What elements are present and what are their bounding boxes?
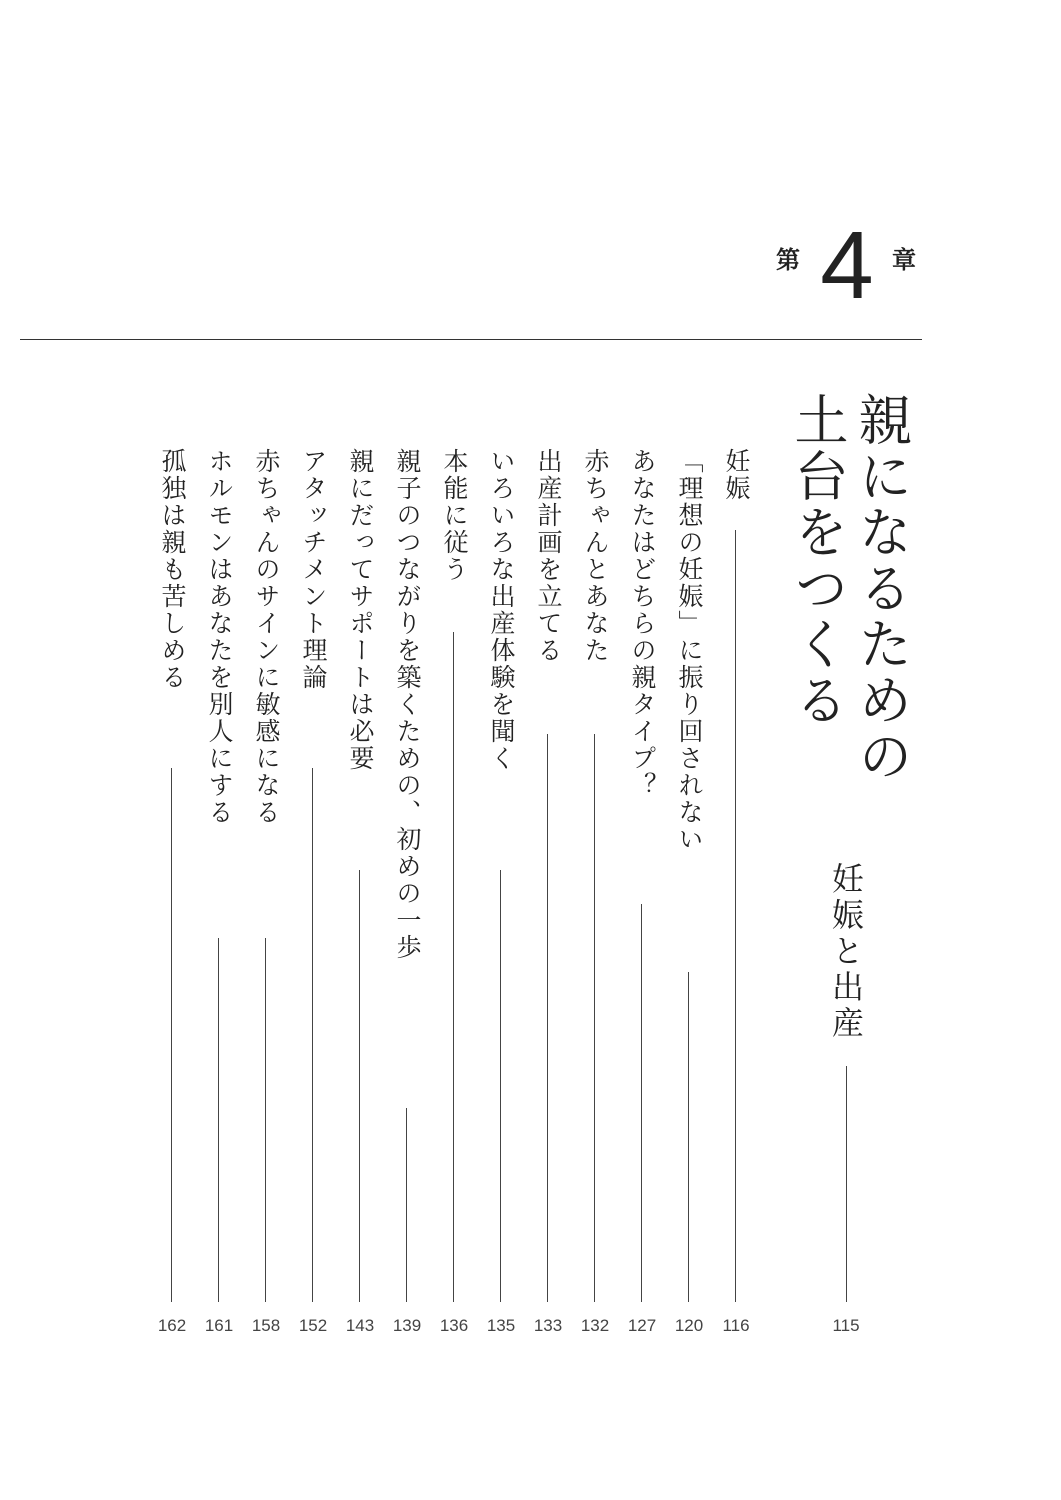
header-divider [20, 339, 922, 340]
toc-leader-line [594, 734, 595, 1302]
toc-page-number: 152 [298, 1316, 328, 1335]
toc-page-number: 136 [439, 1316, 469, 1335]
toc-leader-line [500, 870, 501, 1302]
toc-entry-title: 出産計画を立てる [534, 448, 563, 664]
chapter-title-line-2: 土台をつくる [786, 392, 849, 728]
toc-leader-line [453, 632, 454, 1302]
toc-entry-title: あなたはどちらの親タイプ？ [628, 448, 657, 799]
chapter-subtitle: 妊娠と出産 [827, 862, 865, 1042]
toc-entry-title: 親子のつながりを築くための、初めの一歩 [393, 448, 422, 961]
toc-entry-title: 赤ちゃんとあなた [581, 448, 610, 664]
toc-entry-title: 赤ちゃんのサインに敏感になる [252, 448, 281, 826]
toc-page-number: 127 [627, 1316, 657, 1335]
toc-entry-title: 親にだってサポートは必要 [346, 448, 375, 772]
toc-leader-line [547, 734, 548, 1302]
toc-entry-title: アタッチメント理論 [299, 448, 328, 691]
toc-page-number: 135 [486, 1316, 516, 1335]
toc-leader-line [171, 768, 172, 1302]
toc-page-number: 139 [392, 1316, 422, 1335]
toc-page-number: 158 [251, 1316, 281, 1335]
toc-entry-title: いろいろな出産体験を聞く [487, 448, 516, 772]
toc-leader-line [641, 904, 642, 1302]
toc-leader-line [265, 938, 266, 1302]
subtitle-page-number: 115 [832, 1316, 860, 1335]
toc-leader-line [359, 870, 360, 1302]
toc-leader-line [312, 768, 313, 1302]
toc-page-number: 132 [580, 1316, 610, 1335]
toc-entry-title: 孤独は親も苦しめる [158, 448, 187, 691]
subtitle-leader-line [846, 1066, 847, 1302]
toc-entry-title: 妊娠 [722, 448, 751, 502]
chapter-prefix: 第 [776, 246, 800, 274]
toc-leader-line [735, 530, 736, 1302]
toc-page-number: 143 [345, 1316, 375, 1335]
toc-page-number: 133 [533, 1316, 563, 1335]
toc-leader-line [406, 1108, 407, 1302]
toc-entry-title: ホルモンはあなたを別人にする [205, 448, 234, 826]
toc-leader-line [688, 972, 689, 1302]
chapter-title-line-1: 親になるための [850, 392, 913, 784]
toc-page-number: 120 [674, 1316, 704, 1335]
toc-page-number: 116 [722, 1316, 750, 1335]
toc-entry-title: 本能に従う [440, 448, 469, 583]
toc-page-number: 161 [204, 1316, 234, 1335]
chapter-suffix: 章 [892, 246, 916, 274]
chapter-number: 4 [820, 212, 874, 319]
toc-leader-line [218, 938, 219, 1302]
toc-entry-title: 「理想の妊娠」に振り回されない [675, 448, 704, 853]
toc-page-number: 162 [157, 1316, 187, 1335]
